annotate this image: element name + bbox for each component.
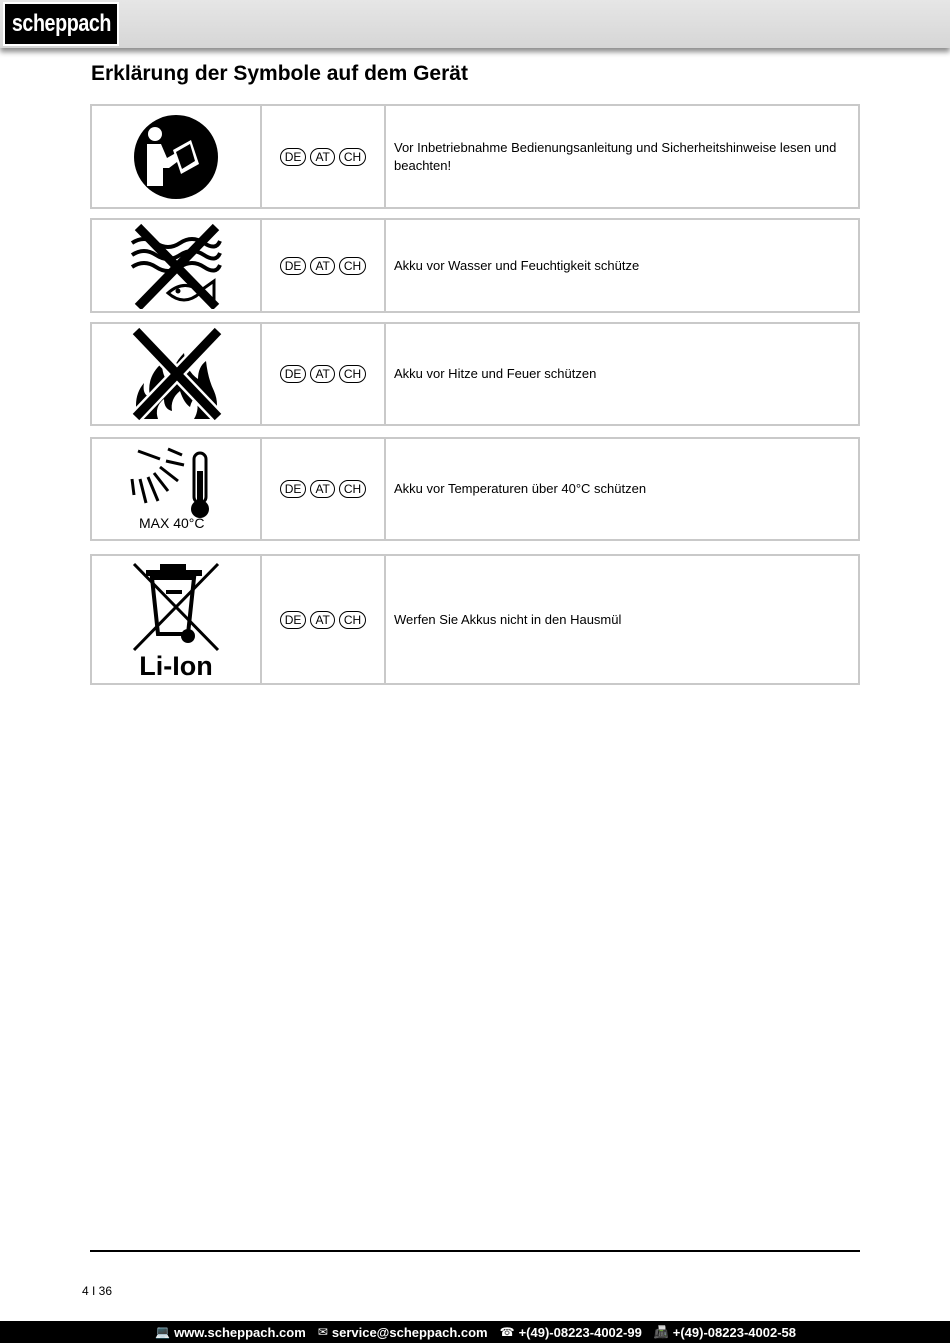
- no-fire-icon: [92, 324, 262, 424]
- symbol-description: Akku vor Temperaturen über 40°C schützen: [394, 481, 647, 496]
- lang-badge-at: AT: [310, 148, 334, 166]
- symbol-row-read-manual: [90, 104, 860, 209]
- symbol-description: Akku vor Wasser und Feuchtigkeit schütze: [394, 257, 640, 273]
- page-title: Erklärung der Symbole auf dem Gerät: [91, 62, 468, 85]
- symbol-row-no-water: [90, 218, 860, 313]
- lang-badge-ch: CH: [339, 257, 366, 275]
- crossed-bin-icon: [92, 556, 262, 683]
- scheppach-logo[interactable]: [3, 2, 119, 46]
- max-temperature-label: MAX 40°C: [139, 515, 205, 531]
- footer-email[interactable]: [318, 1325, 488, 1340]
- language-badges: [262, 556, 386, 683]
- lang-badge-at: AT: [310, 611, 334, 629]
- language-badges: [262, 220, 386, 311]
- footer-website[interactable]: [155, 1325, 306, 1340]
- language-badges: [262, 439, 386, 539]
- no-water-icon: [92, 220, 262, 311]
- max-temperature-icon: [92, 439, 262, 539]
- footer-fax: [654, 1325, 796, 1340]
- computer-icon: 💻: [155, 1325, 171, 1339]
- symbol-description: Akku vor Hitze und Feuer schützen: [394, 366, 597, 381]
- header-bar: [0, 0, 950, 48]
- website-link[interactable]: www.scheppach.com: [174, 1324, 306, 1340]
- lang-badge-ch: CH: [339, 480, 366, 498]
- phone-icon: ☎: [499, 1325, 515, 1339]
- footer-bar: [0, 1321, 950, 1343]
- lang-badge-ch: CH: [339, 148, 366, 166]
- symbol-row-max-temperature: [90, 437, 860, 541]
- read-manual-icon: [92, 106, 262, 207]
- symbol-row-crossed-bin: [90, 554, 860, 685]
- lang-badge-ch: CH: [339, 611, 366, 629]
- lang-badge-de: DE: [280, 148, 307, 166]
- lang-badge-at: AT: [310, 257, 334, 275]
- lang-badge-ch: CH: [339, 365, 366, 383]
- language-badges: [262, 106, 386, 207]
- fax-icon: 📠: [653, 1325, 669, 1339]
- fax-number: +(49)-08223-4002-58: [672, 1324, 796, 1340]
- footer-phone: [500, 1325, 642, 1340]
- phone-number: +(49)-08223-4002-99: [518, 1324, 642, 1340]
- logo-text: scheppach: [11, 10, 111, 37]
- symbol-description: Werfen Sie Akkus nicht in den Hausmül: [394, 611, 622, 627]
- page-number: 4 I 36: [82, 1284, 113, 1298]
- symbol-row-no-fire: [90, 322, 860, 426]
- lang-badge-de: DE: [280, 611, 307, 629]
- li-ion-label: Li-Ion: [139, 651, 213, 681]
- symbol-description: Vor Inbetriebnahme Bedienungsanleitung und Sicherheitshinweise lesen und beachten!: [394, 139, 837, 173]
- lang-badge-de: DE: [280, 365, 307, 383]
- language-badges: [262, 324, 386, 424]
- footer-divider: [90, 1250, 860, 1252]
- lang-badge-at: AT: [310, 365, 334, 383]
- lang-badge-de: DE: [280, 480, 307, 498]
- email-link[interactable]: service@scheppach.com: [331, 1324, 488, 1340]
- envelope-icon: ✉: [317, 1325, 328, 1339]
- lang-badge-de: DE: [280, 257, 307, 275]
- lang-badge-at: AT: [310, 480, 334, 498]
